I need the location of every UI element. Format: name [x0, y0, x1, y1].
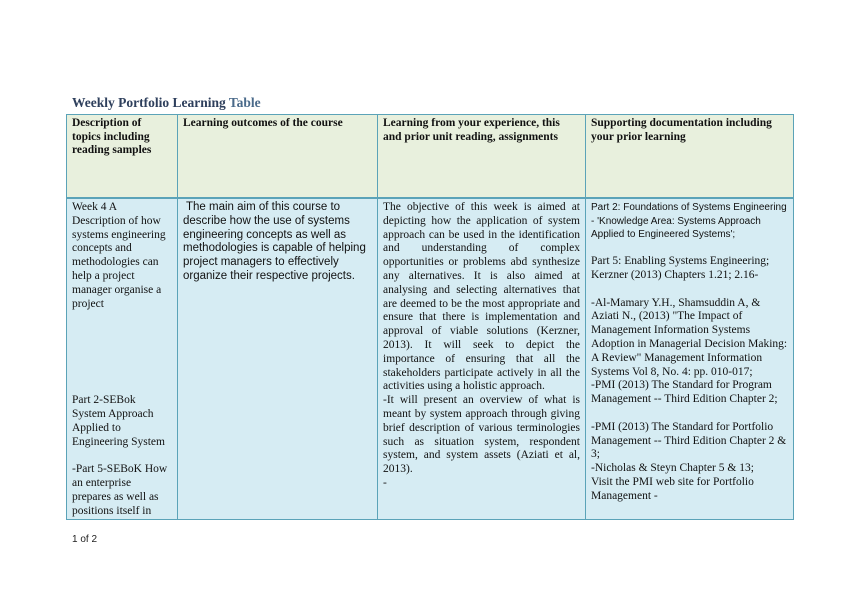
page-number: 1 of 2 [72, 534, 98, 545]
cell-description [67, 198, 178, 519]
page-title [72, 95, 261, 111]
week-description: Description of how systems engineering concepts and methodologies can help a project manager organise a project [72, 214, 166, 310]
header-description: Description of topics including reading samples [67, 115, 178, 199]
part5-topic: -Part 5-SEBoK How an enterprise prepares as well as positions itself in [72, 463, 168, 517]
reference-1: Part 2: Foundations of Systems Engineering - 'Knowledge Area: Systems Approach Applied to Engineered Systems'; [591, 202, 787, 240]
experience-para-2: -It will present an overview of what is meant by system approach through giving brief description of various terminologies such as situation system, respondent system, and system assets (Aziati et al, 2013). [383, 394, 580, 476]
reference-2: Part 5: Enabling Systems Engineering; Kerzner (2013) Chapters 1.21; 2.16- [591, 255, 770, 282]
portfolio-table [66, 114, 794, 520]
reference-6: -Nicholas & Steyn Chapter 5 & 13; [591, 462, 754, 475]
part2-topic: Part 2-SEBok System Approach Applied to Engineering System [72, 394, 165, 448]
cell-learning-experience [378, 198, 586, 519]
experience-dash: - [383, 476, 387, 489]
title-main: Weekly Portfolio Learning [72, 95, 226, 110]
header-supporting-docs: Supporting documentation including your prior learning [586, 115, 794, 199]
cell-supporting-docs [586, 198, 794, 519]
reference-4: -PMI (2013) The Standard for Program Management -- Third Edition Chapter 2; [591, 379, 778, 406]
week-label: Week 4 A [72, 201, 118, 213]
title-accent: Table [228, 95, 261, 110]
reference-3: -Al-Mamary Y.H., Shamsuddin A, & Aziati N., (2013) "The Impact of Management Information Systems Adoption in Managerial Decision Making: A Review" Management Information Systems Vol 8, No. 4: pp. 010-017; [591, 296, 788, 378]
cell-learning-outcomes [178, 198, 378, 519]
header-learning-outcomes: Learning outcomes of the course [178, 115, 378, 199]
header-row [67, 115, 794, 199]
table-row [67, 198, 794, 519]
outcome-text: The main aim of this course to describe how the use of systems engineering concepts as well as methodologies is capable of helping project managers to effectively organize their respective projects. [183, 201, 366, 282]
header-learning-experience: Learning from your experience, this and prior unit reading, assignments [378, 115, 586, 199]
experience-para-1: The objective of this week is aimed at depicting how the application of system approach can be used in the identification and understanding of complex opportunities or problems abd synthesize any alternatives. It is also aimed at analysing and selecting alternatives that are deemed to be the most appropriate and ensure that there is implementation and approval of viable solutions (Kerzner, 2013). It will seek to depict the importance of ensuring that all the stakeholders participate actively in all the activities using a holistic approach. [383, 201, 580, 393]
reference-7: Visit the PMI web site for Portfolio Management - [591, 476, 754, 502]
reference-5: -PMI (2013) The Standard for Portfolio Management -- Third Edition Chapter 2 & 3; [591, 420, 787, 461]
